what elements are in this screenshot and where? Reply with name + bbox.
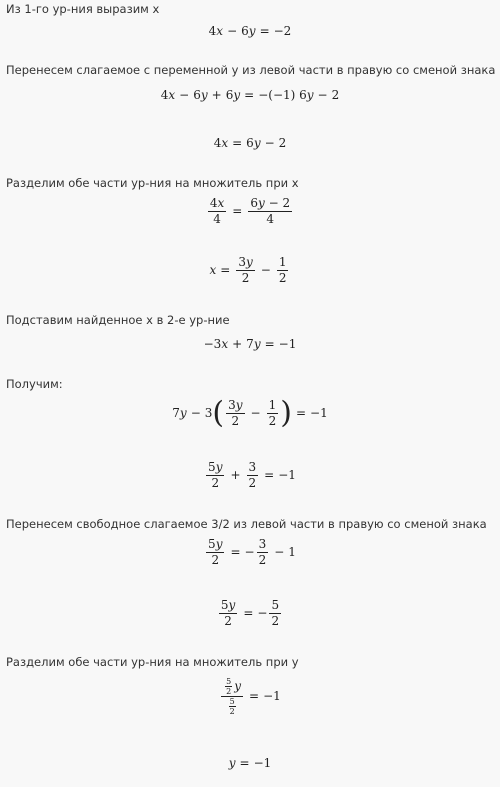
fraction-4x-over-4: $\frac{4x}{4}$ (209, 196, 225, 226)
fraction-3y-over-2: $\frac{3y}{2}$ (228, 398, 243, 428)
step-text-divide-y: Разделим обе части ур-ния на множитель при y (6, 655, 299, 669)
fraction-1-over-2: $\frac{1}{2}$ (278, 255, 287, 285)
equation-4: $\frac{4x}{4}$ = $\frac{6y - 2}{4}$ (209, 196, 291, 226)
equation-6: −3x + 7y = −1 (203, 337, 297, 351)
step-text-result: Получим: (6, 377, 63, 391)
equation-3: 4x = 6y − 2 (213, 136, 287, 150)
fraction-5-over-2-small: $\frac{5}{2}$ (226, 677, 232, 696)
equation-5: x = $\frac{3y}{2}$ − $\frac{1}{2}$ (209, 255, 287, 285)
equation-7: 7y − 3( $\frac{3y}{2}$ − $\frac{1}{2}$ ) = −1 (172, 395, 328, 431)
compound-fraction: $\frac{5}{2}$ y $\frac{5}{2}$ (221, 677, 243, 716)
fraction-3-over-2: $\frac{3}{2}$ (258, 537, 267, 567)
step-text-move-y: Перенесем слагаемое с переменной y из левой части в правую со сменой знака (6, 63, 496, 77)
fraction-5y-over-2: $\frac{5y}{2}$ (220, 598, 236, 628)
equation-1: 4x − 6y = −2 (208, 24, 292, 38)
equation-8: $\frac{5y}{2}$ + $\frac{3}{2}$ = −1 (208, 460, 296, 490)
fraction-1-over-2: $\frac{1}{2}$ (268, 398, 277, 428)
fraction-5-over-2-small: $\frac{5}{2}$ (229, 697, 235, 716)
step-text-move-constant: Перенесем свободное слагаемое 3/2 из левой части в правую со сменой знака (6, 517, 487, 531)
fraction-6y-2-over-4: $\frac{6y - 2}{4}$ (250, 196, 291, 226)
equation-12: y = −1 (228, 756, 272, 770)
equation-10: $\frac{5y}{2}$ = − $\frac{5}{2}$ (220, 598, 280, 628)
step-text-express-x: Из 1-го ур-ния выразим x (6, 2, 160, 16)
fraction-5-over-2: $\frac{5}{2}$ (271, 598, 280, 628)
fraction-3y-over-2: $\frac{3y}{2}$ (238, 255, 253, 285)
equation-2: 4x − 6y + 6y = −(−1) 6y − 2 (160, 88, 340, 102)
fraction-5y-over-2: $\frac{5y}{2}$ (208, 460, 223, 490)
equation-11: $\frac{5}{2}$ y $\frac{5}{2}$ = −1 (0, 677, 500, 716)
fraction-5y-over-2: $\frac{5y}{2}$ (208, 537, 223, 567)
step-text-substitute: Подставим найденное x в 2-е ур-ние (6, 313, 230, 327)
fraction-3-over-2: $\frac{3}{2}$ (248, 460, 257, 490)
equation-9: $\frac{5y}{2}$ = − $\frac{3}{2}$ − 1 (208, 537, 296, 567)
step-text-divide-x: Разделим обе части ур-ния на множитель при x (6, 176, 299, 190)
